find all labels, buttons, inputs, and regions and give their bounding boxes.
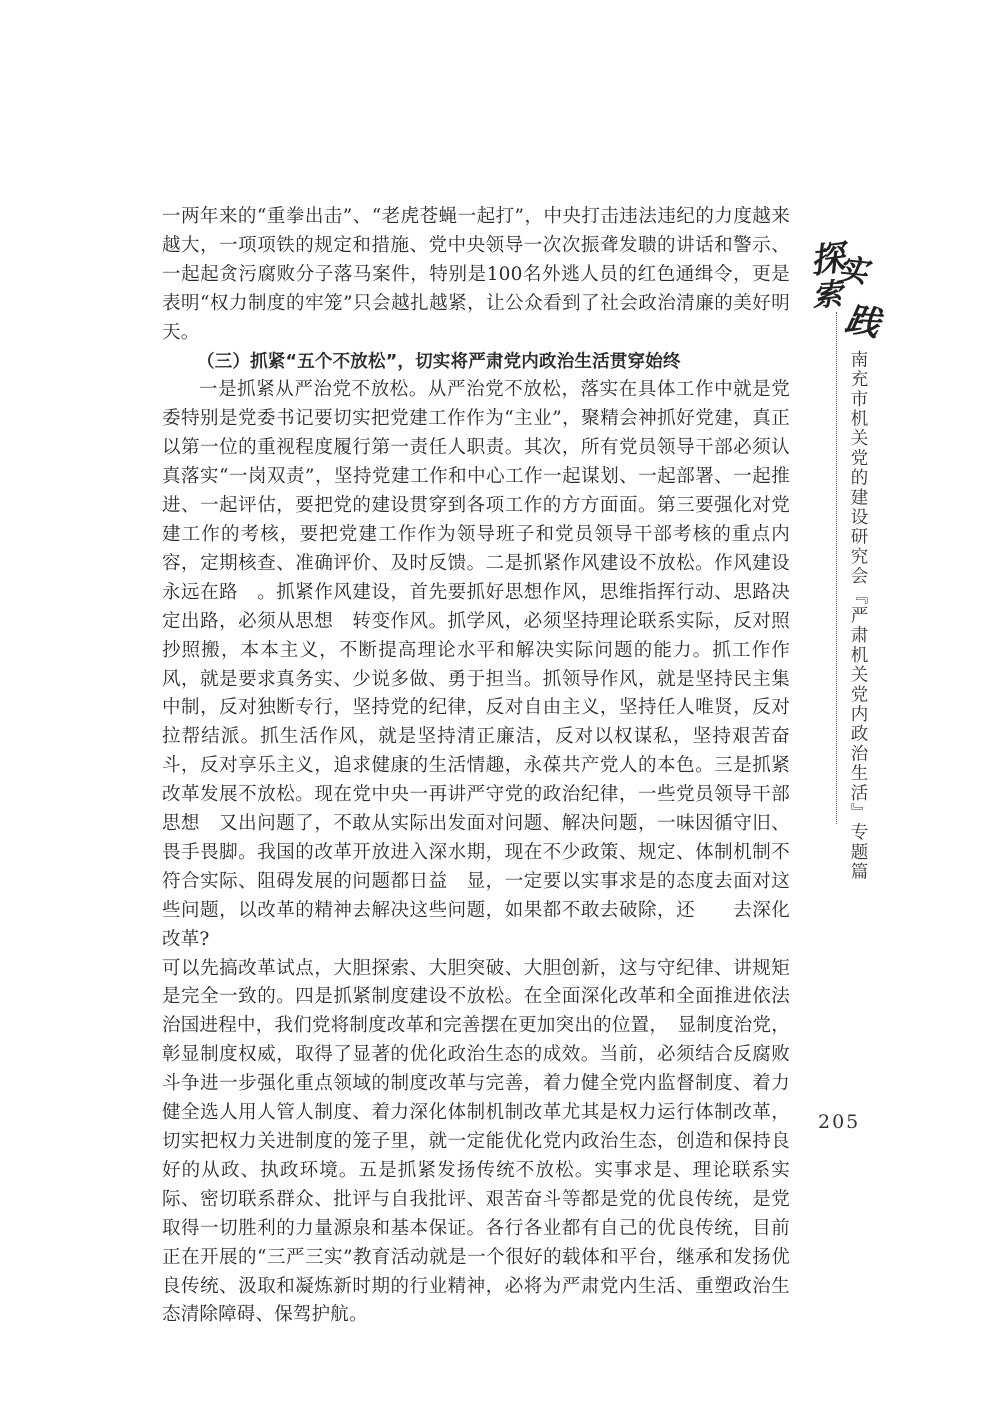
book-logo [807, 232, 883, 345]
logo-char-jian: 践 [842, 299, 883, 345]
running-section-title: 南充市机关党的建设研究会『严肃机关党内政治生活』专题篇 [848, 350, 868, 882]
dotted-divider [836, 312, 837, 824]
paragraph-continued: 可以先搞改革试点，大胆探索、大胆突破、大胆创新，这与守纪律、讲规矩是完全一致的。四是抓紧制度建设不放松。在全面深化改革和全面推进依法治国进程中，我们党将制度改革和完善摆在更加突出的位置， 显制度治党，彰显制度权威，取得了显著的优化政治生态的成效。当前，必须结合反腐败斗争进一步强化重点领域的制度改革与完善，着力健全党内监督制度、着力健全选人用人管人制度、着力深化体制机制改革尤其是权力运行体制改革，切实把权力关进制度的笼子里，就一定能优化党内政治生态，创造和保持良好的从政、执政环境。五是抓紧发扬传统不放松。实事求是、理论联系实际、密切联系群众、批评与自我批评、艰苦奋斗等都是党的优良传统，是党取得一切胜利的力量源泉和基本保证。各行各业都有自己的优良传统，目前正在开展的“三严三实”教育活动就是一个很好的载体和平台，继承和发扬优良传统、汲取和凝炼新时期的行业精神，必将为严肃党内生活、重塑政治生态清除障碍、保驾护航。 [162, 957, 790, 1326]
logo-char-suo: 索 [811, 276, 844, 314]
body-text [162, 203, 790, 1330]
page-number: 205 [818, 1111, 861, 1133]
paragraph-five-points: 一是抓紧从严治党不放松。从严治党不放松，落实在具体工作中就是党委特别是党委书记要切实把党建工作作为“主业”，聚精会神抓好党建，真正以第一位的重视程度履行第一责任人职责。其次，所有党员领导干部必须认真落实“一岗双责”，坚持党建工作和中心工作一起谋划、一起部署、一起推进、一起评估，要把党的建设贯穿到各项工作的方方面面。第三要强化对党建工作的考核，要把党建工作作为领导班子和党员领导干部考核的重点内容，定期核查、准确评价、及时反馈。二是抓紧作风建设不放松。作风建设永远在路 。抓紧作风建设，首先要抓好思想作风，思维指挥行动、思路决定出路，必须从思想 转变作风。抓学风，必须坚持理论联系实际，反对照抄照搬，本本主义，不断提高理论水平和解决实际问题的能力。抓工作作风，就是要求真务实、少说多做、勇于担当。抓领导作风，就是坚持民主集中制，反对独断专行，坚持党的纪律，反对自由主义，坚持任人唯贤，反对拉帮结派。抓生活作风，就是坚持清正廉洁，反对以权谋私，坚持艰苦奋斗，反对享乐主义，追求健康的生活情趣，永葆共产党人的本色。三是抓紧改革发展不放松。现在党中央一再讲严守党的政治纪律，一些党员领导干部思想 又出问题了，不敢从实际出发面对问题、解决问题，一味因循守旧、畏手畏脚。我国的改革开放进入深水期，现在不少政策、规定、体制机制不符合实际、阻碍发展的问题都日益 显，一定要以实事求是的态度去面对这些问题，以改革的精神去解决这些问题，如果都不敢去破除，还 去深化改革? [162, 379, 790, 950]
logo-char-shi: 实 [835, 252, 870, 291]
section-heading: （三）抓紧“五个不放松”，切实将严肃党内政治生活贯穿始终 [197, 351, 681, 372]
logo-char-tan: 探 [807, 237, 848, 283]
paragraph-continuation: 一两年来的“重拳出击”、“老虎苍蝇一起打”，中央打击违法违纪的力度越来越大，一项项铁的规定和措施、党中央领导一次次振聋发聩的讲话和警示、一起起贪污腐败分子落马案件，特别是100名外逃人员的红色通缉令，更是表明“权力制度的牢笼”只会越扎越紧，让公众看到了社会政治清廉的美好明天。 [162, 206, 790, 343]
